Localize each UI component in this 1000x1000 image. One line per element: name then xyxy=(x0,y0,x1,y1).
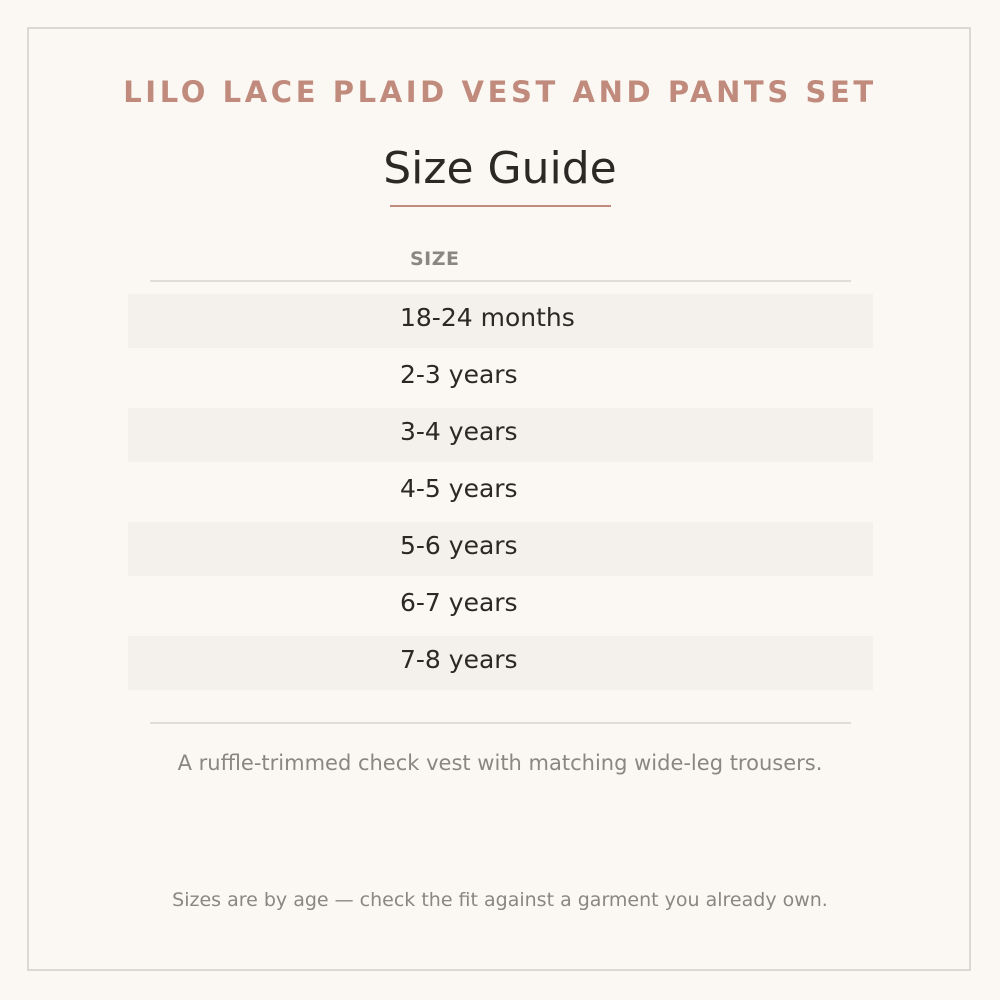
product-description: A ruffle-trimmed check vest with matching wide-leg trousers. xyxy=(177,751,823,775)
title-underline xyxy=(390,205,611,207)
sizing-footnote: Sizes are by age — check the fit against a garment you already own. xyxy=(172,889,828,911)
table-top-divider xyxy=(150,280,851,282)
table-row xyxy=(128,579,873,633)
table-bottom-divider xyxy=(150,722,851,724)
table-row xyxy=(128,465,873,519)
size-cell: 3-4 years xyxy=(400,417,518,446)
size-cell: 7-8 years xyxy=(400,645,518,674)
size-cell: 2-3 years xyxy=(400,360,518,389)
size-cell: 5-6 years xyxy=(400,531,518,560)
table-row xyxy=(128,294,873,348)
product-name: LILO LACE PLAID VEST AND PANTS SET xyxy=(123,75,877,109)
size-cell: 18-24 months xyxy=(400,303,575,332)
size-cell: 6-7 years xyxy=(400,588,518,617)
table-row xyxy=(128,636,873,690)
table-row xyxy=(128,408,873,462)
size-cell: 4-5 years xyxy=(400,474,518,503)
table-row xyxy=(128,522,873,576)
size-table xyxy=(128,294,873,693)
page-title: Size Guide xyxy=(383,143,617,194)
table-row xyxy=(128,351,873,405)
size-column-header: SIZE xyxy=(410,248,460,270)
